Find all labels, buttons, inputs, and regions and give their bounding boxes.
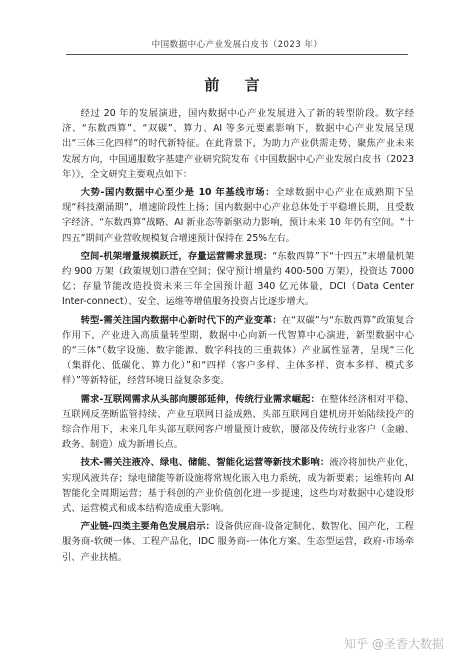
intro-paragraph	[62, 106, 414, 182]
point-lead: 产业链-四类主要角色发展启示：	[80, 521, 215, 533]
point-text: 液冷将加快产业化，实现风液共存；绿电储能等新设施将常规化嵌入电力系统，成为新要素；运维转向 AI 智能化全周期运营；基于科创的产业价值创化进一步提速，这些均对数据中心建设形式、运营模式和成本结构造成重大影响。	[62, 457, 414, 515]
page-header: 中国数据中心产业发展白皮书（2023 年）	[151, 40, 323, 50]
point-text: 设备供应商-设备定制化、数智化、国产化，工程服务商-软硬一体、工程产品化，IDC 服务商-一体化方案、生态型运营，政府-市场牵引、产业扶植。	[62, 521, 415, 563]
point-lead: 需求-互联网需求从头部向腰部延伸，传统行业需求崛起：	[80, 393, 320, 405]
page-title: 前 言	[204, 76, 270, 94]
watermark: 知乎 @圣香大数据	[344, 637, 444, 651]
header-rule	[66, 54, 408, 55]
intro-text: 经过 20 年的发展演进，国内数据中心产业发展进入了新的转型阶段。数字经济、“东数西算”、“双碳”、算力、AI 等多元要素影响下，数据中心产业发展呈现出“三体三化四样”的时代新特征。在此背景下，为助力产业供需走势、聚焦产业未来发展方向，中国通服数字基建产业研究院发布《中国数据中心产业发展白皮书（2023 年）》，全文研究主要观点如下：	[62, 108, 414, 180]
point-lead: 转型-需关注国内数据中心新时代下的产业变革：	[80, 314, 282, 326]
point-text: “东数西算”下“十四五”末增量机架约 900 万架（政策规划口潜在空间；保守预计增量约 400-500 万架），投资达 7000 亿；存量节能改造投资未来三年全国预计超 340 亿元体量，DCI（Data Center Inter-connect）、安全、运维等增值服务投资占比逐步增大。	[62, 250, 414, 308]
point-text: 全球数据中心产业在成熟期下呈现“科技潮涌期”，增速阶段性上扬；国内数据中心产业总体处于平稳增长期，且受数字经济、“东数西算”战略、AI 新业态等新驱动力影响，预计未来 10 年仍有空间。“十四五”期间产业营收规模复合增速预计保持在 25%左右。	[62, 187, 414, 244]
point-paragraph	[62, 455, 414, 516]
point-lead: 技术-需关注液冷、绿电、储能、智能化运营等新技术影响：	[80, 457, 330, 469]
point-paragraph	[62, 519, 414, 565]
point-text: 在“双碳”与“东数西算”政策复合作用下，产业进入高质量转型期，数据中心向新一代智算中心演进，新型数据中心的“三体”（数字设施、数字能源、数字科技的三重载体）产业属性显著，呈现“三化（集群化、低碳化、算力化）”和“四样（客户多样、主体多样、资本多样、模式多样）”等新特征，经营环境日益复杂多变。	[62, 314, 414, 387]
point-text: 在整体经济相对平稳、互联网反垄断监管持续、产业互联网日益成熟、头部互联网自建机房开始陆续投产的综合作用下，未来几年头部互联网客户增量预计疲软，腰部及传统行业客户（金融、政务、制造）成为新增长点。	[62, 393, 414, 451]
point-lead: 大势-国内数据中心至少是 10 年基线市场：	[80, 187, 276, 199]
point-paragraph	[62, 249, 414, 310]
body-content	[62, 106, 414, 568]
point-lead: 空间-机架增量规模跃迁，存量运营需求显现：	[80, 250, 273, 262]
point-paragraph	[62, 392, 414, 453]
point-paragraph	[62, 185, 414, 246]
point-paragraph	[62, 313, 414, 389]
